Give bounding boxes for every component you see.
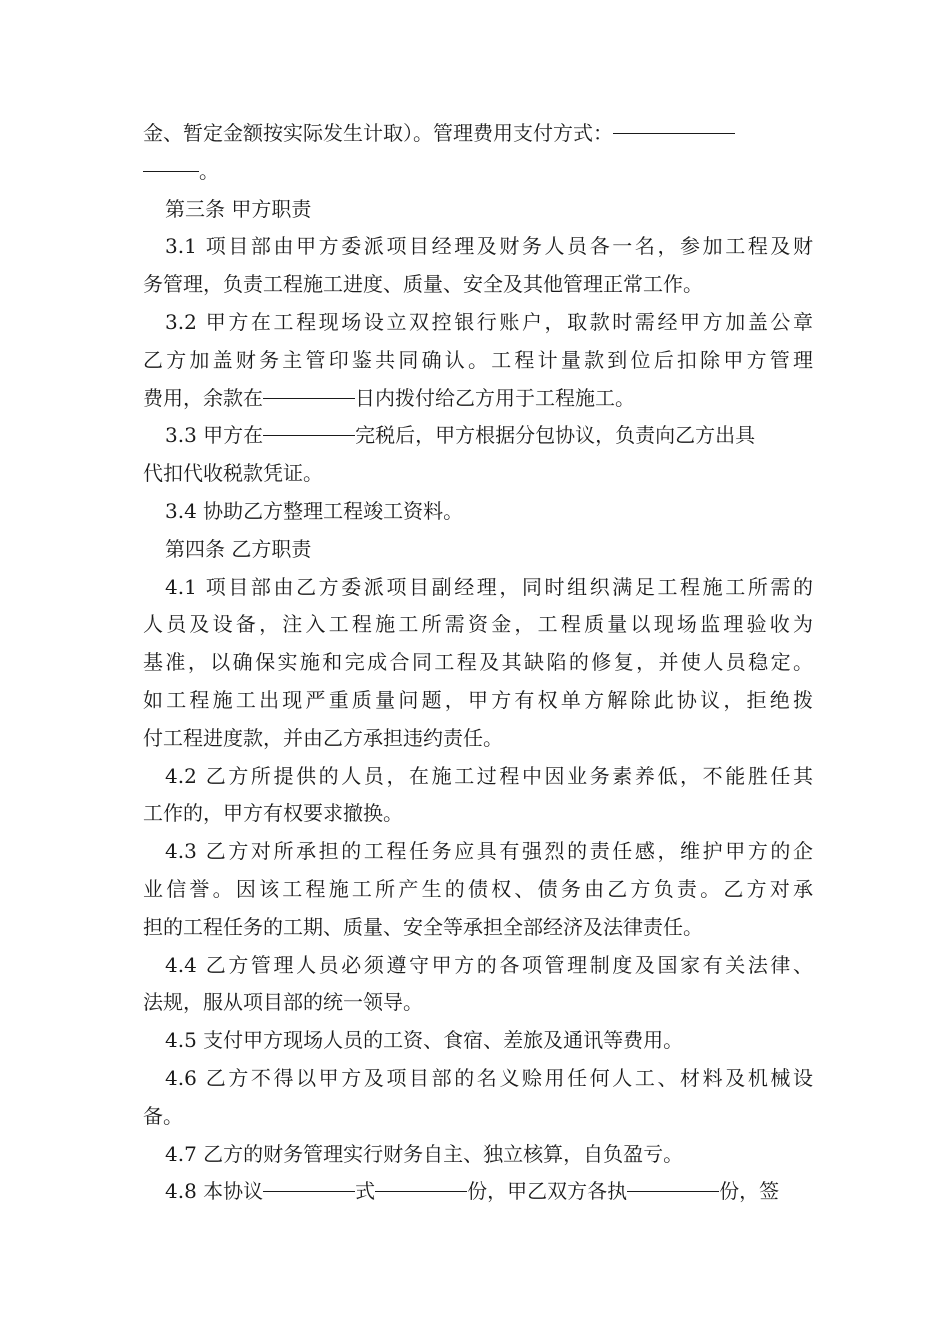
text-line: 基准，以确保实施和完成合同工程及其缺陷的修复，并使人员稳定。 — [143, 650, 813, 675]
clause-line: 4.7 乙方的财务管理实行财务自主、独立核算，自负盈亏。 — [165, 1141, 684, 1166]
document-body — [143, 115, 813, 1211]
clause-line: 3.4 协助乙方整理工程竣工资料。 — [165, 498, 464, 523]
text-line: 务管理，负责工程施工进度、质量、安全及其他管理正常工作。 — [143, 272, 703, 297]
text-line: 担的工程任务的工期、质量、安全等承担全部经济及法律责任。 — [143, 914, 703, 939]
text-line: 人员及设备，注入工程施工所需资金，工程质量以现场监理验收为 — [143, 612, 813, 637]
text-line: 工作的，甲方有权要求撤换。 — [143, 801, 403, 826]
text-line: 法规，服从项目部的统一领导。 — [143, 990, 423, 1015]
text-line: 业信誉。因该工程施工所产生的债权、债务由乙方负责。乙方对承 — [143, 876, 813, 901]
text-line: 乙方加盖财务主管印鉴共同确认。工程计量款到位后扣除甲方管理 — [143, 347, 813, 372]
clause-line: 4.1 项目部由乙方委派项目副经理，同时组织满足工程施工所需的 — [165, 574, 813, 599]
fill-in-blank[interactable] — [143, 170, 199, 172]
text-line: 备。 — [143, 1103, 183, 1128]
fill-in-blank[interactable] — [263, 1190, 355, 1192]
text-line: 代扣代收税款凭证。 — [143, 461, 323, 486]
clause-line: 4.4 乙方管理人员必须遵守甲方的各项管理制度及国家有关法律、 — [165, 952, 813, 977]
text-line: 付工程进度款，并由乙方承担违约责任。 — [143, 725, 503, 750]
fill-in-blank[interactable] — [375, 1190, 467, 1192]
fill-in-blank[interactable] — [627, 1190, 719, 1192]
fill-in-blank[interactable] — [613, 132, 735, 134]
text-line: 金、暂定金额按实际发生计取）。管理费用支付方式： — [143, 115, 813, 153]
clause-line: 4.5 支付甲方现场人员的工资、食宿、差旅及通讯等费用。 — [165, 1028, 684, 1053]
clause-line: 4.2 乙方所提供的人员，在施工过程中因业务素养低，不能胜任其 — [165, 763, 813, 788]
section-heading: 第四条 乙方职责 — [165, 536, 312, 561]
fill-in-blank[interactable] — [263, 434, 355, 436]
clause-line: 3.3 甲方在 完税后，甲方根据分包协议，负责向乙方出具 — [165, 423, 756, 448]
text-line: 。 — [143, 153, 813, 191]
clause-line: 4.3 乙方对所承担的工程任务应具有强烈的责任感，维护甲方的企 — [165, 839, 813, 864]
fill-in-blank[interactable] — [263, 397, 355, 399]
clause-line: 3.2 甲方在工程现场设立双控银行账户，取款时需经甲方加盖公章 — [165, 309, 813, 334]
clause-line: 3.1 项目部由甲方委派项目经理及财务人员各一名，参加工程及财 — [165, 234, 813, 259]
section-heading: 第三条 甲方职责 — [165, 196, 312, 221]
text-line: 如工程施工出现严重质量问题，甲方有权单方解除此协议，拒绝拨 — [143, 687, 813, 712]
clause-line: 4.8 本协议 式 份，甲乙双方各执 份，签 — [165, 1179, 780, 1204]
clause-line: 4.6 乙方不得以甲方及项目部的名义赊用任何人工、材料及机械设 — [165, 1065, 813, 1090]
text-line: 费用，余款在 日内拨付给乙方用于工程施工。 — [143, 385, 635, 410]
